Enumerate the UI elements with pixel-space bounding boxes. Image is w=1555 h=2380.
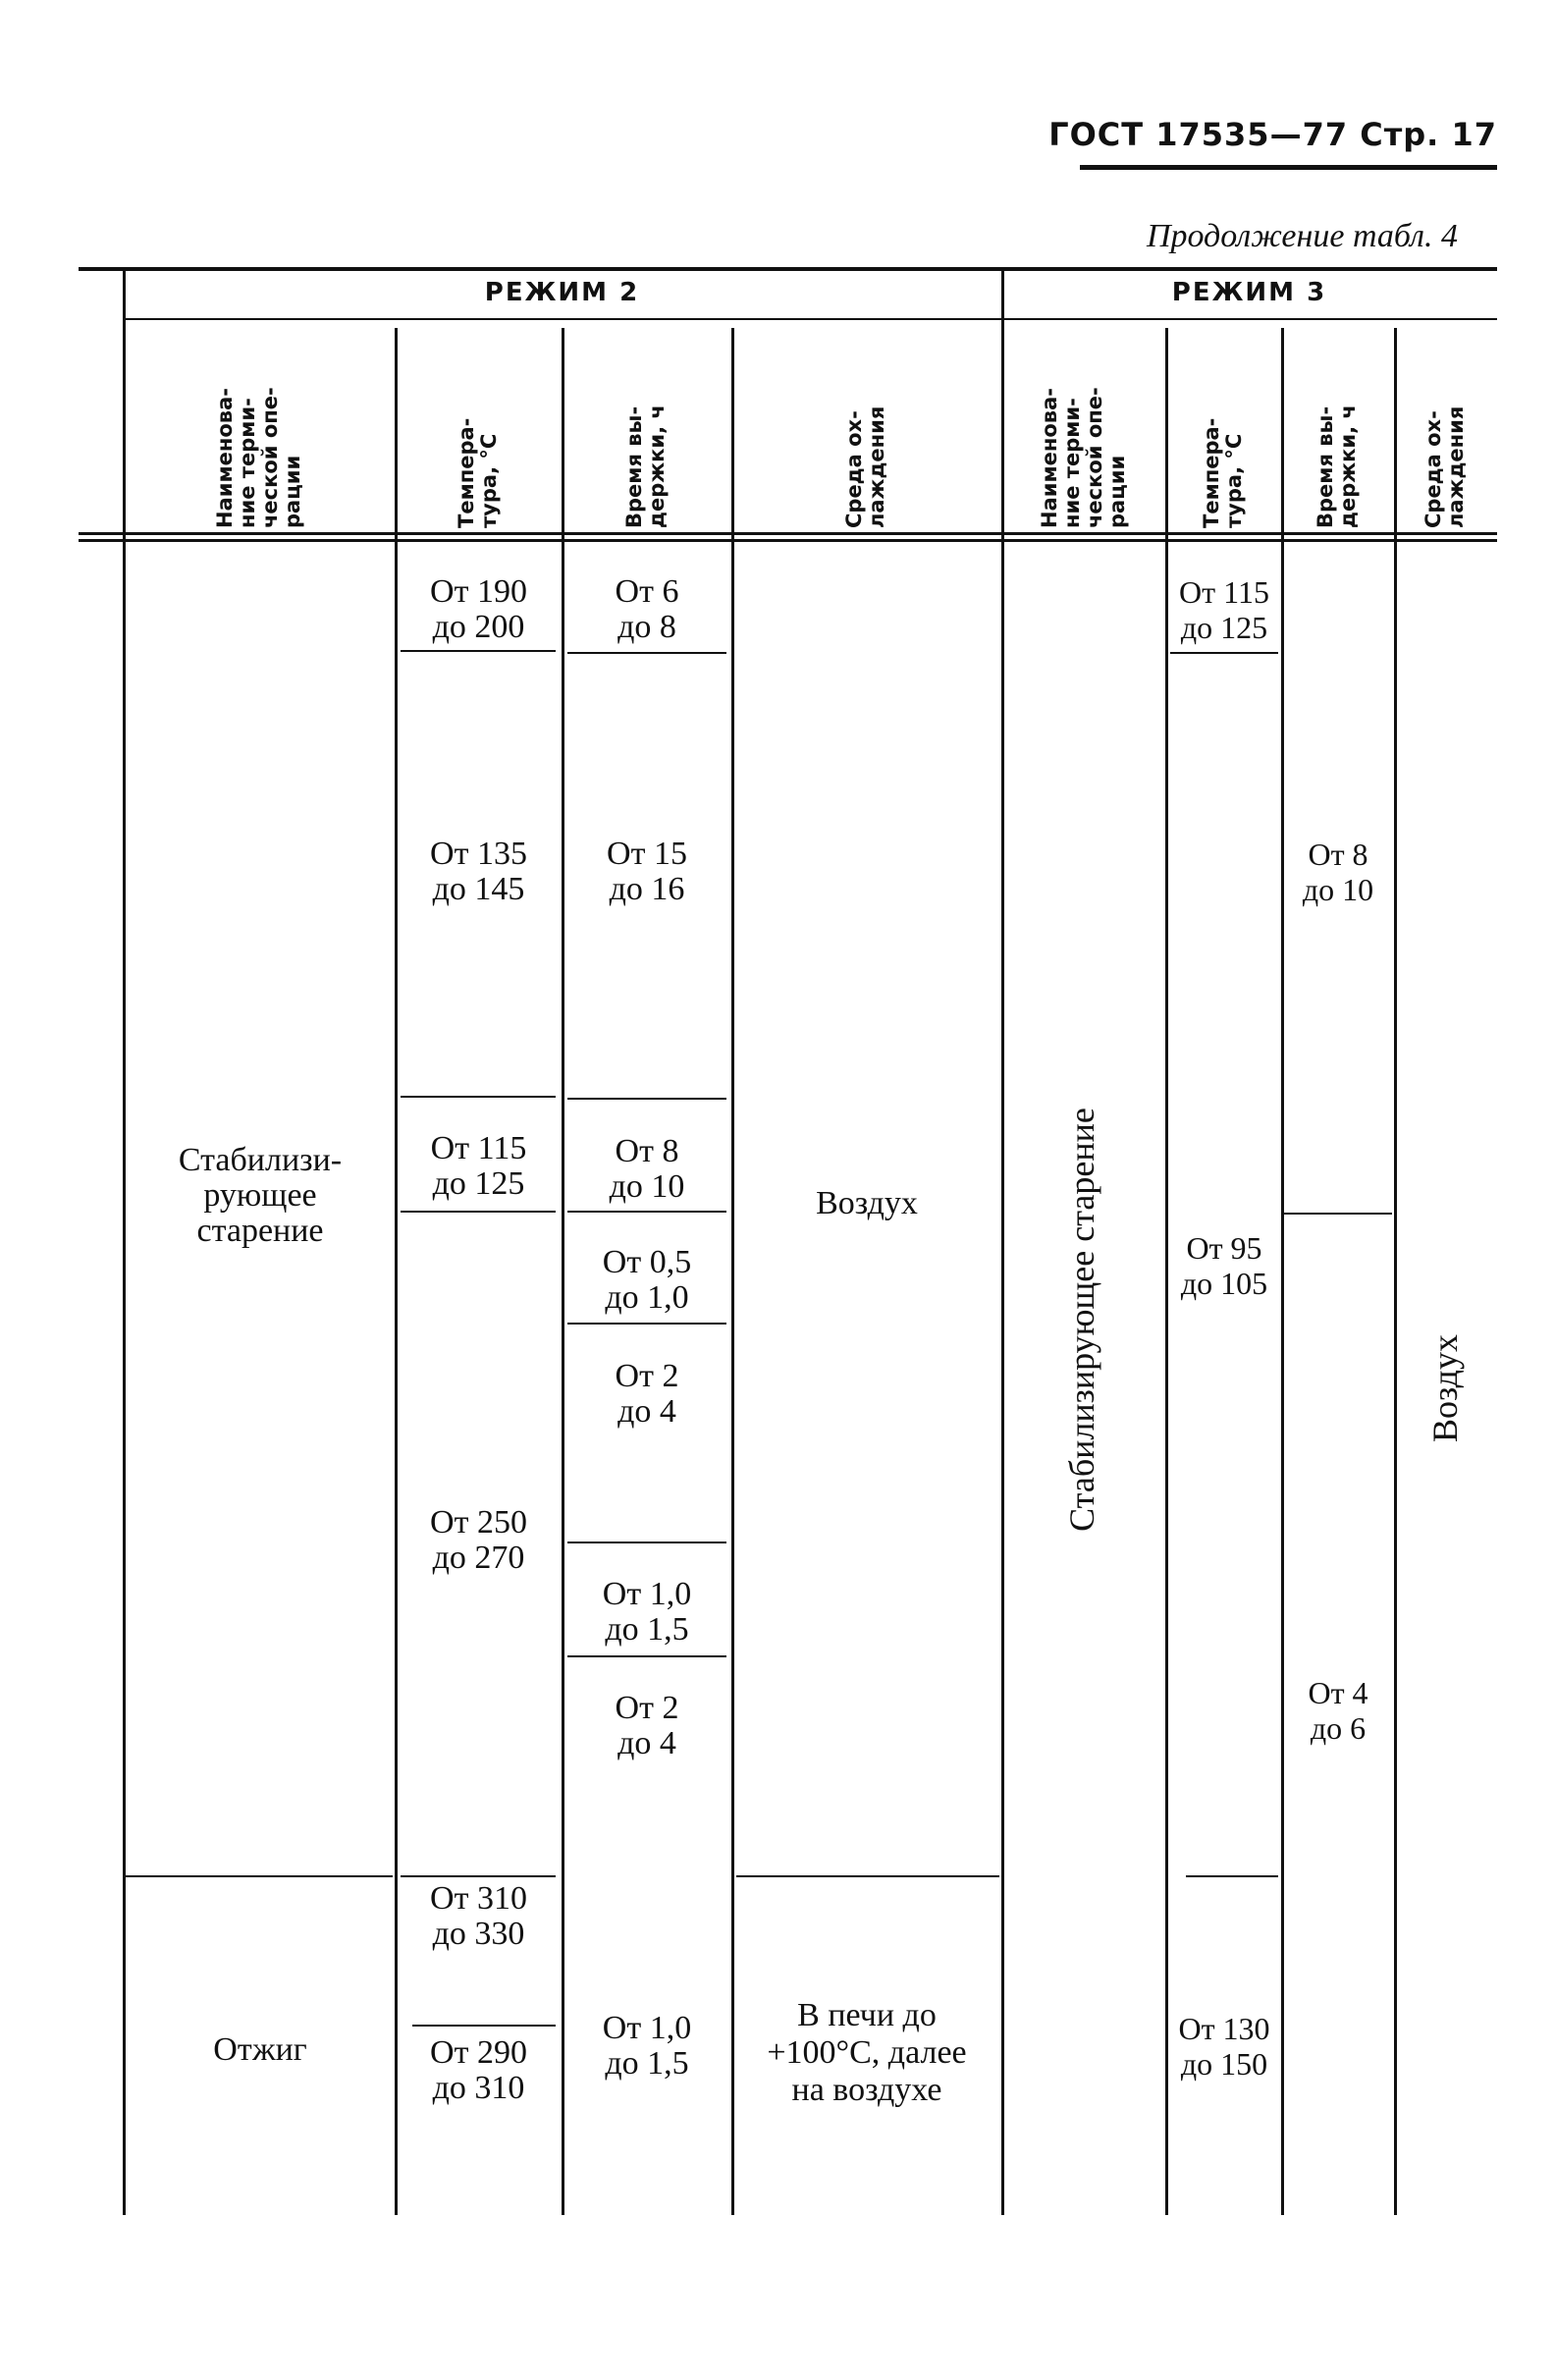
m2-time-5: От 2 до 4 (615, 1358, 679, 1430)
table-continuation-label: Продолжение табл. 4 (1146, 218, 1458, 254)
mode-3-title: РЕЖИМ 3 (1171, 278, 1327, 307)
m2-col-temperature: Темпера- тура, °С (455, 417, 501, 528)
m3-col-cooling: Среда ох- лаждения (1421, 406, 1468, 528)
m2-time-div-1 (567, 652, 726, 654)
m2-temp-div-3 (401, 1211, 556, 1213)
mode-title-rule (123, 318, 1497, 320)
m2-temp-5: От 310 до 330 (430, 1880, 527, 1952)
m2-time-div-4 (567, 1323, 726, 1325)
mode-2-title: РЕЖИМ 2 (484, 278, 640, 307)
m2-time-1: От 6 до 8 (615, 573, 679, 645)
m3-col-temperature: Темпера- тура, °С (1200, 417, 1246, 528)
m2-temp-2: От 135 до 145 (430, 836, 527, 907)
m2-time-div-5 (567, 1542, 726, 1543)
col-line-4 (731, 328, 734, 2215)
m3-col-operation: Наименова- ние терми- ческой опе- рации (1038, 387, 1129, 528)
col-line-1 (123, 271, 126, 2215)
m2-time-8: От 1,0 до 1,5 (602, 2010, 692, 2082)
m3-temp-2: От 95 до 105 (1180, 1230, 1268, 1301)
m2-temp-div-4 (401, 1875, 556, 1877)
m2-op-divider (126, 1875, 393, 1877)
m2-time-div-3 (567, 1211, 726, 1213)
m3-operation-stabilizing: Стабилизирующее старение (1062, 1108, 1101, 1532)
m2-time-6: От 1,0 до 1,5 (602, 1576, 692, 1648)
m3-time-div-1 (1284, 1213, 1392, 1215)
col-line-7 (1281, 328, 1284, 2215)
m2-time-7: От 2 до 4 (615, 1690, 679, 1761)
m3-time-1: От 8 до 10 (1302, 837, 1374, 907)
m3-temp-3: От 130 до 150 (1178, 2011, 1270, 2082)
m2-temp-6: От 290 до 310 (430, 2034, 527, 2106)
m2-operation-annealing: Отжиг (213, 2031, 307, 2068)
m2-time-4: От 0,5 до 1,0 (602, 1244, 692, 1316)
m3-temp-1: От 115 до 125 (1179, 574, 1269, 645)
header-rule-1 (79, 532, 1497, 535)
page-header: ГОСТ 17535—77 Стр. 17 (1048, 116, 1497, 153)
m2-col-cooling: Среда ох- лаждения (842, 406, 888, 528)
m2-temp-4: От 250 до 270 (430, 1504, 527, 1576)
m2-cooling-air: Воздух (816, 1185, 918, 1221)
m3-cooling-air: Воздух (1425, 1334, 1465, 1442)
m2-col-time: Время вы- держки, ч (622, 405, 669, 528)
m2-temp-div-2 (401, 1096, 556, 1098)
m2-cooling-furnace: В печи до +100°С, далее на воздухе (767, 1997, 967, 2108)
header-rule (1080, 165, 1497, 170)
m2-col-operation: Наименова- ние терми- ческой опе- рации (213, 387, 304, 528)
m3-time-2: От 4 до 6 (1308, 1675, 1368, 1746)
m2-time-3: От 8 до 10 (609, 1133, 685, 1205)
m2-time-2: От 15 до 16 (607, 836, 687, 907)
m2-temp-div-1 (401, 650, 556, 652)
table-top-rule (79, 267, 1497, 271)
col-line-8 (1394, 328, 1397, 2215)
m3-temp-div-2 (1186, 1875, 1278, 1877)
m3-col-time: Время вы- держки, ч (1314, 405, 1360, 528)
m2-cooling-divider (736, 1875, 999, 1877)
m2-operation-stabilizing: Стабилизи- рующее старение (178, 1142, 343, 1249)
m2-temp-3: От 115 до 125 (430, 1130, 527, 1202)
m2-temp-1: От 190 до 200 (430, 573, 527, 645)
m2-temp-div-5 (412, 2025, 556, 2027)
m3-temp-div-1 (1170, 652, 1278, 654)
col-line-mode-split (1001, 271, 1004, 2215)
header-rule-2 (79, 539, 1497, 542)
m2-time-div-2 (567, 1098, 726, 1100)
m2-time-div-6 (567, 1655, 726, 1657)
